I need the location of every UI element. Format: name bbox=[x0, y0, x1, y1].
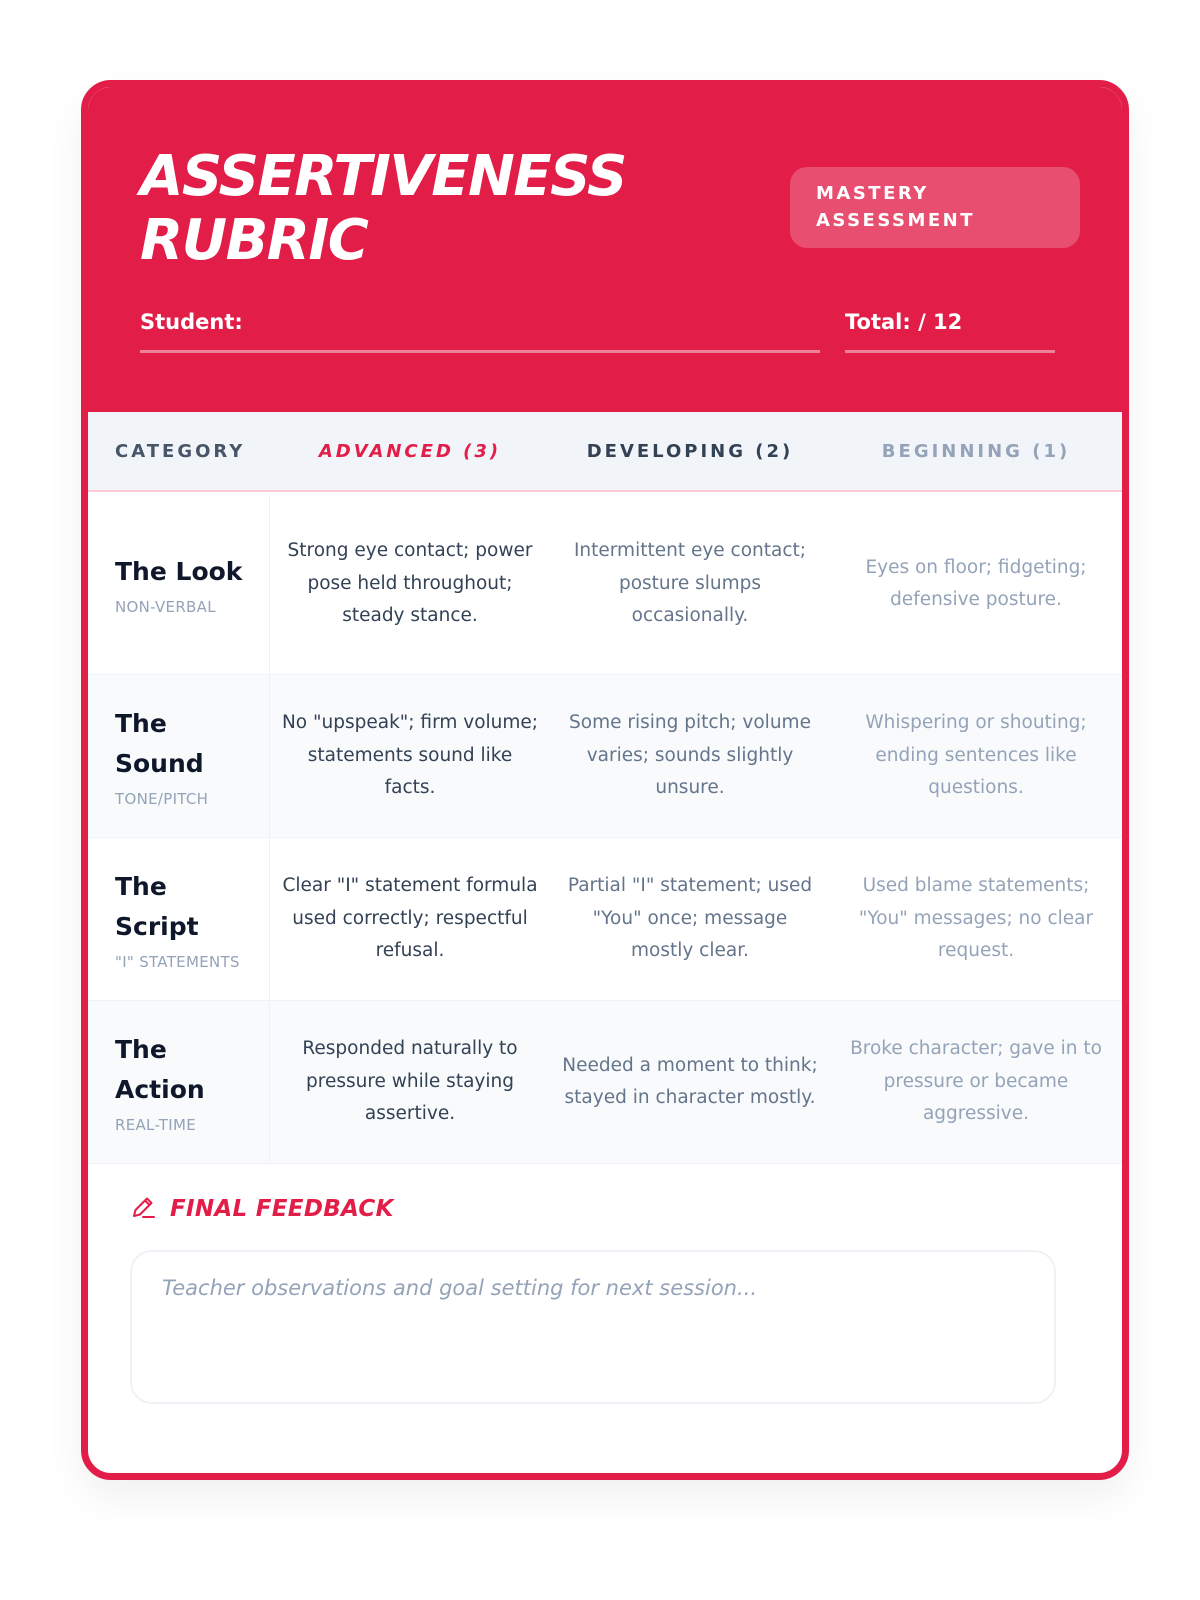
table-row bbox=[88, 675, 1122, 838]
category-name: The Script bbox=[115, 872, 199, 941]
column-header-category: CATEGORY bbox=[115, 441, 246, 462]
beginning-cell: Used blame statements; "You" messages; no clear request. bbox=[858, 875, 1094, 962]
advanced-cell: No "upspeak"; firm volume; statements sound like facts. bbox=[281, 712, 539, 799]
developing-cell: Intermittent eye contact; posture slumps occasionally. bbox=[573, 540, 807, 627]
student-label: Student: bbox=[140, 310, 243, 334]
rubric-header bbox=[88, 87, 1122, 412]
student-name-field[interactable] bbox=[140, 350, 820, 353]
beginning-cell: Eyes on floor; fidgeting; defensive posture. bbox=[865, 556, 1087, 610]
category-subtitle: REAL-TIME bbox=[115, 1116, 196, 1134]
category-subtitle: "I" STATEMENTS bbox=[115, 953, 240, 971]
feedback-heading bbox=[130, 1194, 394, 1224]
beginning-cell: Broke character; gave in to pressure or became aggressive. bbox=[850, 1038, 1102, 1125]
mastery-badge bbox=[790, 167, 1080, 248]
category-cell bbox=[88, 675, 270, 837]
title-line-1: ASSERTIVENESS bbox=[140, 144, 626, 209]
category-subtitle: TONE/PITCH bbox=[115, 790, 209, 808]
beginning-cell: Whispering or shouting; ending sentences like questions. bbox=[865, 712, 1087, 799]
category-cell bbox=[88, 1001, 270, 1163]
category-cell bbox=[88, 494, 270, 674]
column-header-beginning: BEGINNING (1) bbox=[881, 441, 1071, 462]
advanced-cell: Clear "I" statement formula used correctly; respectful refusal. bbox=[282, 875, 538, 962]
feedback-textarea[interactable] bbox=[130, 1250, 1056, 1404]
developing-cell: Partial "I" statement; used "You" once; message mostly clear. bbox=[567, 875, 813, 962]
category-subtitle: NON-VERBAL bbox=[115, 598, 216, 616]
category-name: The Sound bbox=[115, 709, 204, 778]
category-cell bbox=[88, 838, 270, 1000]
rubric-card bbox=[81, 80, 1129, 1480]
total-label: Total: / 12 bbox=[845, 310, 963, 334]
category-name: The Look bbox=[115, 557, 243, 586]
category-name: The Action bbox=[115, 1035, 205, 1104]
developing-cell: Needed a moment to think; stayed in character mostly. bbox=[562, 1054, 818, 1108]
total-score-field[interactable] bbox=[845, 350, 1055, 353]
badge-line-2: ASSESSMENT bbox=[816, 210, 976, 231]
column-header-developing: DEVELOPING (2) bbox=[586, 441, 794, 462]
title-line-2: RUBRIC bbox=[140, 208, 368, 273]
page-title bbox=[140, 145, 760, 273]
developing-cell: Some rising pitch; volume varies; sounds slightly unsure. bbox=[569, 712, 811, 799]
feedback-title: FINAL FEEDBACK bbox=[170, 1196, 394, 1222]
badge-line-1: MASTERY bbox=[816, 183, 929, 204]
pencil-icon bbox=[130, 1194, 156, 1224]
table-row bbox=[88, 494, 1122, 675]
table-row bbox=[88, 838, 1122, 1001]
table-header bbox=[88, 412, 1122, 492]
advanced-cell: Strong eye contact; power pose held throughout; steady stance. bbox=[287, 540, 533, 627]
advanced-cell: Responded naturally to pressure while staying assertive. bbox=[302, 1038, 518, 1125]
table-row bbox=[88, 1001, 1122, 1164]
column-header-advanced: ADVANCED (3) bbox=[318, 441, 502, 462]
